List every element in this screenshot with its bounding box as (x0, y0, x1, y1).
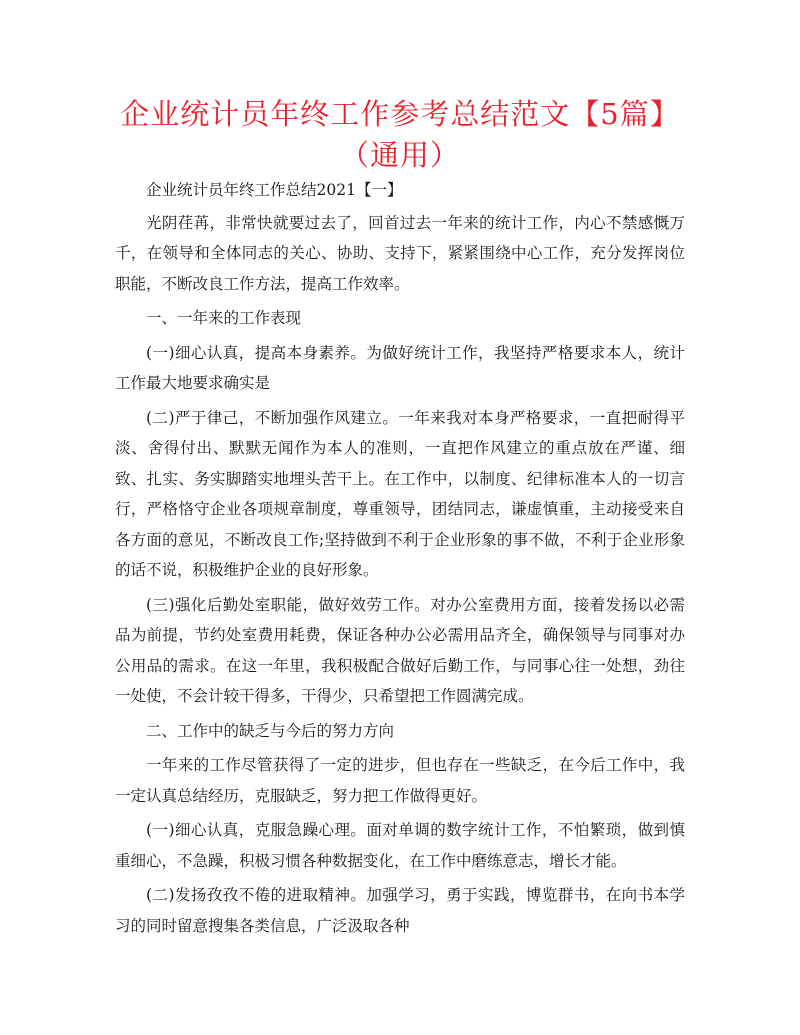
section-heading-2: 二、工作中的缺乏与今后的努力方向 (146, 721, 395, 740)
section-heading-1: 一、一年来的工作表现 (146, 309, 302, 327)
paragraph-intro: 光阴荏苒，非常快就要过去了，回首过去一年来的统计工作，内心不禁感慨万千，在领导和全体同志的关心、协助、支持下，紧紧围绕中心工作，充分发挥岗位职能，不断改良工作方法，提高工作效率。 (115, 213, 685, 293)
document-body (115, 175, 685, 945)
paragraph-2-1: (一)细心认真，克服急躁心理。面对单调的数字统计工作，不怕繁琐，做到慎重细心，不急躁，积极习惯各种数据变化，在工作中磨练意志，增长才能。 (115, 821, 685, 870)
paragraph-1-2: (二)严于律己，不断加强作风建立。一年来我对本身严格要求，一直把耐得平淡、舍得付出、默默无闻作为本人的准则，一直把作风建立的重点放在严谨、细致、扎实、务实脚踏实地埋头苦干上。在工作中，以制度、纪律标准本人的一切言行，严格恪守企业各项规章制度，尊重领导，团结同志，谦虚慎重，主动接受来自各方面的意见，不断改良工作;坚持做到不利于企业形象的事不做，不利于企业形象的话不说，积极维护企业的良好形象。 (115, 408, 685, 579)
section-subtitle: 企业统计员年终工作总结2021【一】 (146, 181, 403, 199)
document-title: 企业统计员年终工作参考总结范文【5篇】（通用） (120, 97, 680, 172)
paragraph-2-2: (二)发扬孜孜不倦的进取精神。加强学习，勇于实践，博览群书，在向书本学习的同时留意搜集各类信息，广泛汲取各种 (115, 886, 685, 935)
paragraph-2-intro: 一年来的工作尽管获得了一定的进步，但也存在一些缺乏，在今后工作中，我一定认真总结经历，克服缺乏，努力把工作做得更好。 (115, 756, 685, 805)
paragraph-1-3: (三)强化后勤处室职能，做好效劳工作。对办公室费用方面，接着发扬以必需品为前提，节约处室费用耗费，保证各种办公必需用品齐全，确保领导与同事对办公用品的需求。在这一年里，我积极配合做好后勤工作，与同事心往一处想，劲往一处使，不会计较干得多，干得少，只希望把工作圆满完成。 (115, 595, 685, 705)
paragraph-1-1: (一)细心认真，提高本身素养。为做好统计工作，我坚持严格要求本人，统计工作最大地要求确实是 (115, 343, 685, 392)
